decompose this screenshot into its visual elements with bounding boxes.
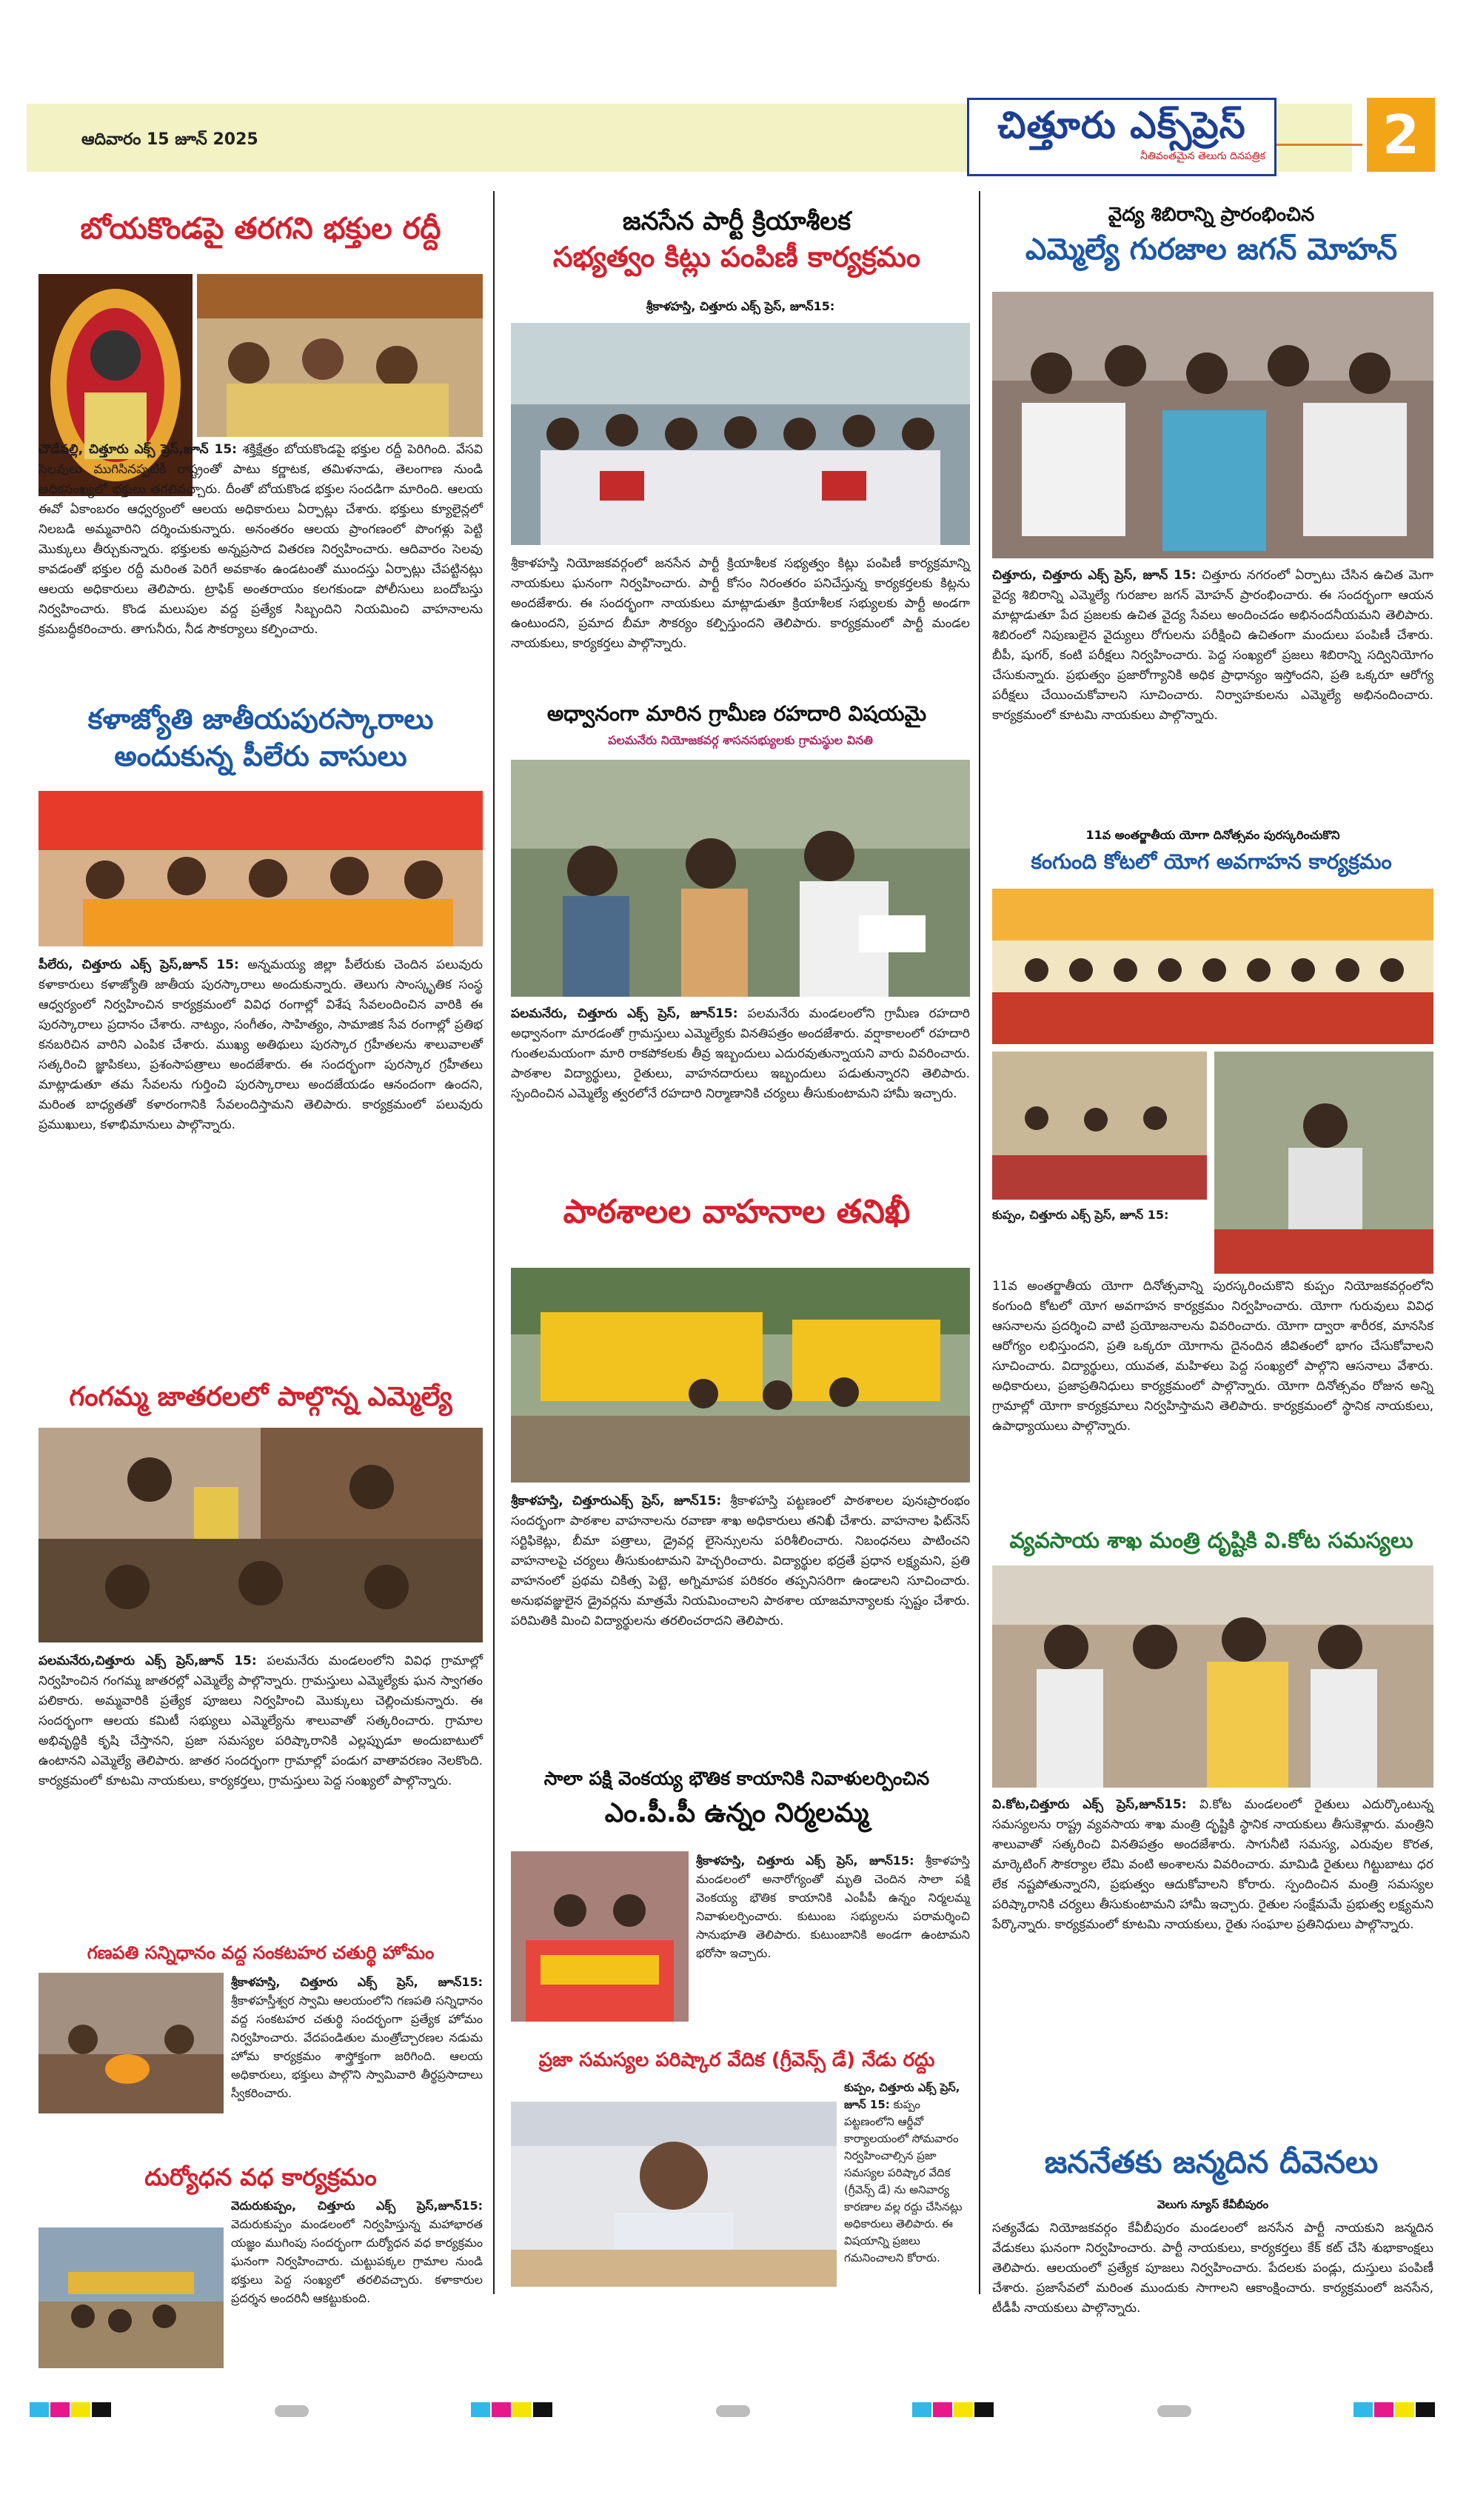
headline-ganapathi: గణపతి సన్నిధానం వద్ద సంకటహర చతుర్థి హోమం [87, 1942, 435, 1963]
headline-vahanalu: పాఠశాలల వాహనాల తనిఖీ [563, 1193, 911, 1231]
dateline-duryodhana: వెదురుకుప్పం, చిత్తూరు ఎక్స్ ప్రెస్,జూన్15: [231, 2199, 483, 2213]
headline-unnam-1: సాలా పక్షి వెంకయ్య భౌతిక కాయానికి నివాళులర్పించిన [543, 1768, 930, 1789]
headline-janasena-1: జనసేన పార్టీ క్రియాశీలక [622, 207, 851, 236]
photo-tribute [511, 1851, 689, 2022]
story-kalajyothi-body [39, 955, 483, 1370]
photo-school-bus-inspection [511, 1268, 970, 1483]
photo-yoga-pose [1214, 1052, 1433, 1274]
story-yoga-body [992, 1206, 1207, 1272]
color-bar-mid [471, 2402, 554, 2420]
story-vyavasaya-text: వి.కోట మండలంలో రైతులు ఎదుర్కొంటున్న సమస్యలను రాష్ట్ర వ్యవసాయ శాఖ మంత్రి దృష్టికి స్థానిక నాయకులు తీసుకెళ్లారు. మంత్రిని శాలువాతో సత్కరించి వినతిపత్రం అందజేశారు. సాగునీటి సమస్య, ఎరువుల కొరత, మార్కెటింగ్ సౌకర్యాల లేమి వంటి అంశాలను వివరించారు. మామిడి రైతులు గిట్టుబాటు ధర లేక నష్టపోతున్నారని, ప్రభుత్వం ఆదుకోవాలని కోరారు. స్పందించిన మంత్రి సమస్యల పరిష్కారానికి చర్యలు తీసుకుంటామని హామీ ఇచ్చారు. రైతుల సంక్షేమమే ప్రభుత్వ లక్ష్యమని పేర్కొన్నారు. కార్యక్రమంలో కూటమి నాయకులు, రైతు సంఘాల ప్రతినిధులు పాల్గొన్నారు. [992, 1797, 1433, 1932]
color-bar-left [30, 2402, 113, 2420]
headline-rahadari: అధ్వానంగా మారిన గ్రామీణ రహదారి విషయమై [546, 701, 927, 726]
story-gangamma-text: పలమనేరు మండలంలోని వివిధ గ్రామాల్లో నిర్వహించిన గంగమ్మ జాతరల్లో ఎమ్మెల్యే పాల్గొన్నారు. గ్రామస్తులు ఎమ్మెల్యేకు ఘన స్వాగతం పలికారు. అమ్మవారికి ప్రత్యేక పూజలు నిర్వహించి మొక్కులు చెల్లించుకున్నారు. ఈ సందర్భంగా ఆలయ కమిటీ సభ్యులు ఎమ్మెల్యేను శాలువాతో సత్కరించారు. గ్రామాల అభివృద్ధికి కృషి చేస్తానని, ప్రజా సమస్యల పరిష్కారానికి ఎల్లప్పుడూ అందుబాటులో ఉంటానని ఎమ్మెల్యే తెలిపారు. జాతర సందర్భంగా గ్రామాల్లో పండుగ వాతావరణం నెలకొంది. కార్యక్రమంలో కూటమి నాయకులు, కార్యకర్తలు, గ్రామస్తులు పెద్ద సంఖ్యలో పాల్గొన్నారు. [39, 1654, 483, 1788]
photo-homam [39, 1973, 224, 2113]
headline-kalajyothi-2: అందుకున్న పీలేరు వాసులు [114, 740, 407, 772]
photo-award-ceremony [39, 791, 483, 946]
page-number: 2 [1367, 98, 1435, 172]
story-duryodhana-text: వెదురుకుప్పం మండలంలో నిర్వహిస్తున్న మహాభారత యజ్ఞం ముగింపు సందర్భంగా దుర్యోధన వధ కార్యక్రమం ఘనంగా నిర్వహించారు. చుట్టుపక్కల గ్రామాల నుండి భక్తులు పెద్ద సంఖ్యలో తరలివచ్చారు. కళాకారుల ప్రదర్శన అందరినీ ఆకట్టుకుంది. [231, 2217, 483, 2305]
color-bar-right [1353, 2402, 1436, 2420]
color-bar-mid2 [912, 2402, 995, 2420]
headline-kalajyothi-1: కళాజ్యోతి జాతీయపురస్కారాలు [87, 703, 434, 735]
story-janasena-body [511, 554, 970, 695]
subhead-rahadari: పలమనేరు నియోజకవర్గ శాసనసభ్యులకు గ్రామస్థుల వినతి [608, 733, 873, 747]
story-boyakonda-body [39, 440, 483, 684]
headline-grievance: ప్రజా సమస్యల పరిష్కార వేదిక (గ్రీవెన్స్ డే) నేడు రద్దు [538, 2049, 935, 2071]
column-rule-2 [979, 191, 980, 2294]
story-unnam-body [696, 1851, 970, 2041]
reg-pill-1 [275, 2405, 309, 2417]
photo-rahadari-petition [511, 760, 970, 997]
headline-janasena-2: సభ్యత్వం కిట్లు పంపిణీ కార్యక్రమం [552, 241, 921, 273]
photo-temple-devotees [197, 274, 483, 437]
dateline-gangamma: పలమనేరు,చిత్తూరు ఎక్స్ ప్రెస్,జూన్ 15: [39, 1654, 257, 1668]
story-vahanalu-text: శ్రీకాళహస్తి పట్టణంలో పాఠశాలల పునఃప్రారంభం సందర్భంగా పాఠశాల వాహనాలను రవాణా శాఖ అధికారులు తనిఖీ చేశారు. వాహనాల ఫిట్‌నెస్ సర్టిఫికెట్లు, బీమా పత్రాలు, డ్రైవర్ల లైసెన్సులను పరిశీలించారు. నిబంధనలు పాటించని వాహనాలపై చర్యలు తీసుకుంటామని హెచ్చరించారు. విద్యార్థుల భద్రతే ప్రధాన లక్ష్యమని, ప్రతి వాహనంలో ప్రథమ చికిత్స పెట్టె, అగ్నిమాపక పరికరం తప్పనిసరిగా ఉండాలని సూచించారు. అనుభవజ్ఞులైన డ్రైవర్లను మాత్రమే నియమించాలని పాఠశాల యాజమాన్యాలకు స్పష్టం చేశారు. పరిమితికి మించి విద్యార్థులను తరలించరాదని తెలిపారు. [511, 1494, 971, 1628]
story-yoga-text: 11వ అంతర్జాతీయ యోగా దినోత్సవాన్ని పురస్కరించుకొని కుప్పం నియోజకవర్గంలోని కంగుంది కోటలో యోగ అవగాహన కార్యక్రమం నిర్వహించారు. యోగా గురువులు వివిధ ఆసనాలను ప్రదర్శించి వాటి ప్రయోజనాలను వివరించారు. యోగా ద్వారా శారీరక, మానసిక ఆరోగ్యం లభిస్తుందని, ప్రతి ఒక్కరూ యోగాను దైనందిన జీవితంలో భాగం చేసుకోవాలని సూచించారు. విద్యార్థులు, యువత, మహిళలు పెద్ద సంఖ్యలో పాల్గొని ఆసనాలు వేశారు. అధికారులు, ప్రజాప్రతినిధులు కార్యక్రమంలో పాల్గొన్నారు. యోగా దినోత్సవం రోజున అన్ని గ్రామాల్లో యోగా కార్యక్రమాలు నిర్వహిస్తామని తెలిపారు. కార్యక్రమంలో స్థానిక నాయకులు, ఉపాధ్యాయులు పాల్గొన్నారు. [992, 1279, 1433, 1434]
dateline-vyavasaya: వి.కోట,చిత్తూరు ఎక్స్ ప్రెస్,జూన్15: [992, 1797, 1187, 1812]
story-vaidya-body [992, 566, 1433, 840]
headline-janmadina: జననేతకు జన్మదిన దీవెనలు [1044, 2144, 1379, 2180]
headline-vaidya-1: వైద్య శిబిరాన్ని ప్రారంభించిన [1108, 204, 1315, 226]
headline-duryodhana: దుర్యోధన వధ కార్యక్రమం [144, 2163, 377, 2191]
registration-marks [30, 2402, 1436, 2420]
story-grievance-text: కుప్పం పట్టణంలోని ఆర్డీవో కార్యాలయంలో సోమవారం నిర్వహించాల్సిన ప్రజా సమస్యల పరిష్కార వేదిక (గ్రీవెన్స్ డే) ను అనివార్య కారణాల వల్ల రద్దు చేసినట్లు అధికారులు తెలిపారు. ఈ విషయాన్ని ప్రజలు గమనించాలని కోరారు. [844, 2098, 963, 2265]
dateline-rahadari: పలమనేరు, చిత్తూరు ఎక్స్ ప్రెస్, జూన్15: [511, 1006, 738, 1021]
story-grievance-body [844, 2079, 970, 2313]
photo-minister-meeting [992, 1565, 1433, 1788]
story-ganapathi-text: శ్రీకాళహస్తీశ్వర స్వామి ఆలయంలోని గణపతి సన్నిధానం వద్ద సంకటహర చతుర్థి సందర్భంగా ప్రత్యేక హోమం నిర్వహించారు. వేదపండితుల మంత్రోచ్చారణల నడుమ హోమ కార్యక్రమం శాస్త్రోక్తంగా జరిగింది. ఆలయ అధికారులు, భక్తులు పాల్గొని స్వామివారి తీర్థప్రసాదాలు స్వీకరించారు. [231, 1993, 483, 2100]
story-boyakonda-text: శక్తిక్షేత్రం బోయకొండపై భక్తుల రద్దీ పెరిగింది. వేసవి సెలవులు ముగిసినప్పటికీ రాష్ట్రంతో పాటు కర్ణాటక, తమిళనాడు, తెలంగాణ నుండి అధికసంఖ్యలో భక్తులు తరలివచ్చారు. దీంతో బోయకొండ భక్తుల సందడిగా మారింది. ఆలయ ఈవో ఏకాంబరం ఆధ్వర్యంలో ఆలయ అధికారులు ఏర్పాట్లు చేశారు. భక్తులు క్యూలైన్లలో నిలబడి అమ్మవారిని దర్శించుకున్నారు. అనంతరం ఆలయ ప్రాంగణంలో పొంగళ్లు పెట్టి మొక్కులు తీర్చుకున్నారు. భక్తులకు అన్నప్రసాద వితరణ నిర్వహించారు. ఆదివారం సెలవు కావడంతో భక్తుల రద్దీ మరింత పెరిగే అవకాశం ఉండటంతో ముందస్తు ఏర్పాట్లు చేపట్టినట్లు ఆలయ అధికారులు తెలిపారు. ట్రాఫిక్ అంతరాయం కలగకుండా పోలీసులు బందోబస్తు నిర్వహించారు. కొండ మలుపుల వద్ద ప్రత్యేక సిబ్బందిని నియమించి వాహనాలను క్రమబద్ధీకరించారు. తాగునీరు, నీడ సౌకర్యాలు కల్పించారు. [39, 442, 483, 637]
dateline-vaidya: చిత్తూరు, చిత్తూరు ఎక్స్ ప్రెస్, జూన్ 15: [992, 568, 1197, 583]
header-date: ఆదివారం 15 జూన్ 2025 [81, 130, 258, 149]
header-accent-line [1274, 144, 1362, 146]
story-kalajyothi-text: అన్నమయ్య జిల్లా పీలేరుకు చెందిన పలువురు కళాకారులు కళాజ్యోతి జాతీయ పురస్కారాలు అందుకున్నారు. తెలుగు సాంస్కృతిక సంస్థ ఆధ్వర్యంలో నిర్వహించిన కార్యక్రమంలో వివిధ రంగాల్లో విశేష సేవలందించిన వారికి ఈ పురస్కారాలు ప్రదానం చేశారు. నాట్యం, సంగీతం, సాహిత్యం, సామాజిక సేవ రంగాల్లో ప్రతిభ కనబరిచిన వారిని ఎంపిక చేశారు. ముఖ్య అతిథులు పురస్కార గ్రహీతలను శాలువాలతో సత్కరించి జ్ఞాపికలు, ప్రశంసాపత్రాలు అందజేశారు. ఈ సందర్భంగా పురస్కార గ్రహీతలు మాట్లాడుతూ తమ సేవలను గుర్తించి పురస్కారాలు అందజేయడం ఆనందంగా ఉందని, మరింత బాధ్యతతో కళారంగానికి సేవలందిస్తామని తెలిపారు. కార్యక్రమంలో పలువురు ప్రముఖులు, కళాభిమానులు పాల్గొన్నారు. [39, 957, 483, 1132]
headline-unnam-2: ఎం.పీ.పీ ఉన్నం నిర్మలమ్మ [604, 1798, 869, 1828]
headline-boyakonda: బోయకొండపై తరగని భక్తుల రద్దీ [80, 212, 441, 246]
story-unnam-text: శ్రీకాళహస్తి మండలంలో అనారోగ్యంతో మృతి చెందిన సాలా పక్షి వెంకయ్య భౌతిక కాయానికి ఎంపీపీ ఉన్నం నిర్మలమ్మ నివాళులర్పించారు. కుటుంబ సభ్యులను పరామర్శించి సానుభూతి తెలిపారు. కుటుంబానికి అండగా ఉంటామని భరోసా ఇచ్చారు. [696, 1854, 970, 1960]
story-janasena-text: శ్రీకాళహస్తి నియోజకవర్గంలో జనసేన పార్టీ క్రియాశీలక సభ్యత్వం కిట్లు పంపిణీ కార్యక్రమాన్ని నాయకులు ఘనంగా నిర్వహించారు. పార్టీ కోసం నిరంతరం పనిచేస్తున్న కార్యకర్తలకు కిట్లను అందజేశారు. ఈ సందర్భంగా నాయకులు మాట్లాడుతూ క్రియాశీలక సభ్యులకు పార్టీ అండగా ఉంటుందని, ప్రమాద బీమా సౌకర్యం కల్పిస్తుందని తెలిపారు. కార్యక్రమంలో పార్టీ మండల నాయకులు, కార్యకర్తలు పాల్గొన్నారు. [511, 556, 970, 651]
dateline-boyakonda: చౌడేపల్లి, చిత్తూరు ఎక్స్ ప్రెస్,జూన్ 15: [39, 442, 237, 457]
story-gangamma-body [39, 1651, 483, 1933]
photo-yoga-participants [992, 1052, 1207, 1200]
story-vahanalu-body [511, 1491, 970, 1758]
headline-gangamma: గంగమ్మ జాతరలలో పాల్గొన్న ఎమ్మెల్యే [69, 1382, 452, 1412]
story-duryodhana-body [231, 2196, 483, 2368]
dateline-yoga: కుప్పం, చిత్తూరు ఎక్స్ ప్రెస్, జూన్ 15: [992, 1208, 1169, 1222]
masthead [967, 98, 1276, 176]
story-vaidya-text: చిత్తూరు నగరంలో ఏర్పాటు చేసిన ఉచిత మెగా వైద్య శిబిరాన్ని ఎమ్మెల్యే గురజాల జగన్ మోహన్ ప్రారంభించారు. ఈ సందర్భంగా ఆయన మాట్లాడుతూ పేద ప్రజలకు ఉచిత వైద్య సేవలు అందించడం అభినందనీయమని తెలిపారు. శిబిరంలో నిపుణులైన వైద్యులు రోగులను పరీక్షించి ఉచితంగా మందులు పంపిణీ చేశారు. బీపీ, షుగర్, కంటి పరీక్షలు నిర్వహించారు. పెద్ద సంఖ్యలో ప్రజలు శిబిరాన్ని సద్వినియోగం చేసుకున్నారు. ప్రభుత్వం ప్రజారోగ్యానికి అధిక ప్రాధాన్యం ఇస్తోందని, ప్రతి ఒక్కరూ ఆరోగ్య పరీక్షలు చేయించుకోవాలని సూచించారు. నిర్వాహకులను ఎమ్మెల్యే అభినందించారు. కార్యక్రమంలో కూటమి నాయకులు పాల్గొన్నారు. [992, 568, 1433, 723]
dateline-unnam: శ్రీకాళహస్తి, చిత్తూరు ఎక్స్ ప్రెస్, జూన్15: [696, 1854, 914, 1868]
headline-yoga: కంగుంది కోటలో యోగ అవగాహన కార్యక్రమం [1031, 849, 1392, 874]
dateline-janmadina: వెలుగు న్యూస్ కేవీబీపురం [1157, 2198, 1269, 2211]
reg-pill-3 [1157, 2405, 1191, 2417]
dateline-grievance: కుప్పం, చిత్తూరు ఎక్స్ ప్రెస్, జూన్ 15: [844, 2081, 960, 2111]
dateline-janasena: శ్రీకాళహస్తి, చిత్తూరు ఎక్స్ ప్రెస్, జూన్15: [646, 299, 835, 313]
photo-duryodhana [39, 2227, 224, 2368]
photo-medical-camp [992, 292, 1433, 558]
story-rahadari-body [511, 1004, 970, 1189]
photo-gangamma-jatara [39, 1428, 483, 1642]
dateline-ganapathi: శ్రీకాళహస్తి, చిత్తూరు ఎక్స్ ప్రెస్, జూన్15: [231, 1975, 483, 1989]
dateline-kalajyothi: పీలేరు, చిత్తూరు ఎక్స్ ప్రెస్,జూన్ 15: [39, 957, 239, 972]
story-janmadina-body [992, 2219, 1433, 2316]
story-janmadina-text: సత్యవేడు నియోజకవర్గం కేవీబీపురం మండలంలో జనసేన పార్టీ నాయకుని జన్మదిన వేడుకలు ఘనంగా నిర్వహించారు. పార్టీ నాయకులు, కార్యకర్తలు కేక్ కట్ చేసి శుభాకాంక్షలు తెలిపారు. ఆలయంలో ప్రత్యేక పూజలు నిర్వహించారు. పేదలకు పండ్లు, దుస్తులు పంపిణీ చేశారు. ప్రజాసేవలో మరింత ముందుకు సాగాలని ఆకాంక్షించారు. కార్యక్రమంలో జనసేన, టీడీపీ నాయకులు పాల్గొన్నారు. [992, 2221, 1433, 2316]
masthead-tagline: నీతివంతమైన తెలుగు దినపత్రిక [1140, 150, 1265, 162]
story-yoga-text-block [992, 1277, 1433, 1521]
dateline-vahanalu: శ్రీకాళహస్తి, చిత్తూరుఎక్స్ ప్రెస్, జూన్15: [511, 1494, 722, 1508]
column-rule-1 [493, 191, 495, 2294]
story-vyavasaya-body [992, 1795, 1433, 2180]
headline-vyavasaya: వ్యవసాయ శాఖ మంత్రి దృష్టికి వి.కోట సమస్యలు [1009, 1528, 1413, 1553]
story-rahadari-text: పలమనేరు మండలంలోని గ్రామీణ రహదారి అధ్వానంగా మారడంతో గ్రామస్తులు ఎమ్మెల్యేకు వినతిపత్రం అందజేశారు. వర్షాకాలంలో రహదారి గుంతలమయంగా మారి రాకపోకలకు తీవ్ర ఇబ్బందులు ఎదురవుతున్నాయని వారు వివరించారు. పాఠశాల విద్యార్థులు, రైతులు, వాహనదారులు ఇబ్బందులు పడుతున్నారని తెలిపారు. స్పందించిన ఎమ్మెల్యే త్వరలోనే రహదారి నిర్మాణానికి చర్యలు తీసుకుంటామని హామీ ఇచ్చారు. [511, 1006, 970, 1101]
reg-pill-2 [716, 2405, 750, 2417]
masthead-title: చిత్తూరు ఎక్స్‌ప్రెస్ [997, 104, 1246, 147]
story-ganapathi-body [231, 1973, 483, 2113]
photo-officer-portrait [511, 2102, 837, 2287]
headline-vaidya-2: ఎమ్మెల్యే గురజాల జగన్ మోహన్ [1025, 233, 1398, 267]
photo-janasena-kits [511, 323, 970, 545]
kicker-yoga: 11వ అంతర్జాతీయ యోగా దినోత్సవం పురస్కరించుకొని [1085, 828, 1340, 842]
photo-yoga-stage [992, 889, 1433, 1044]
